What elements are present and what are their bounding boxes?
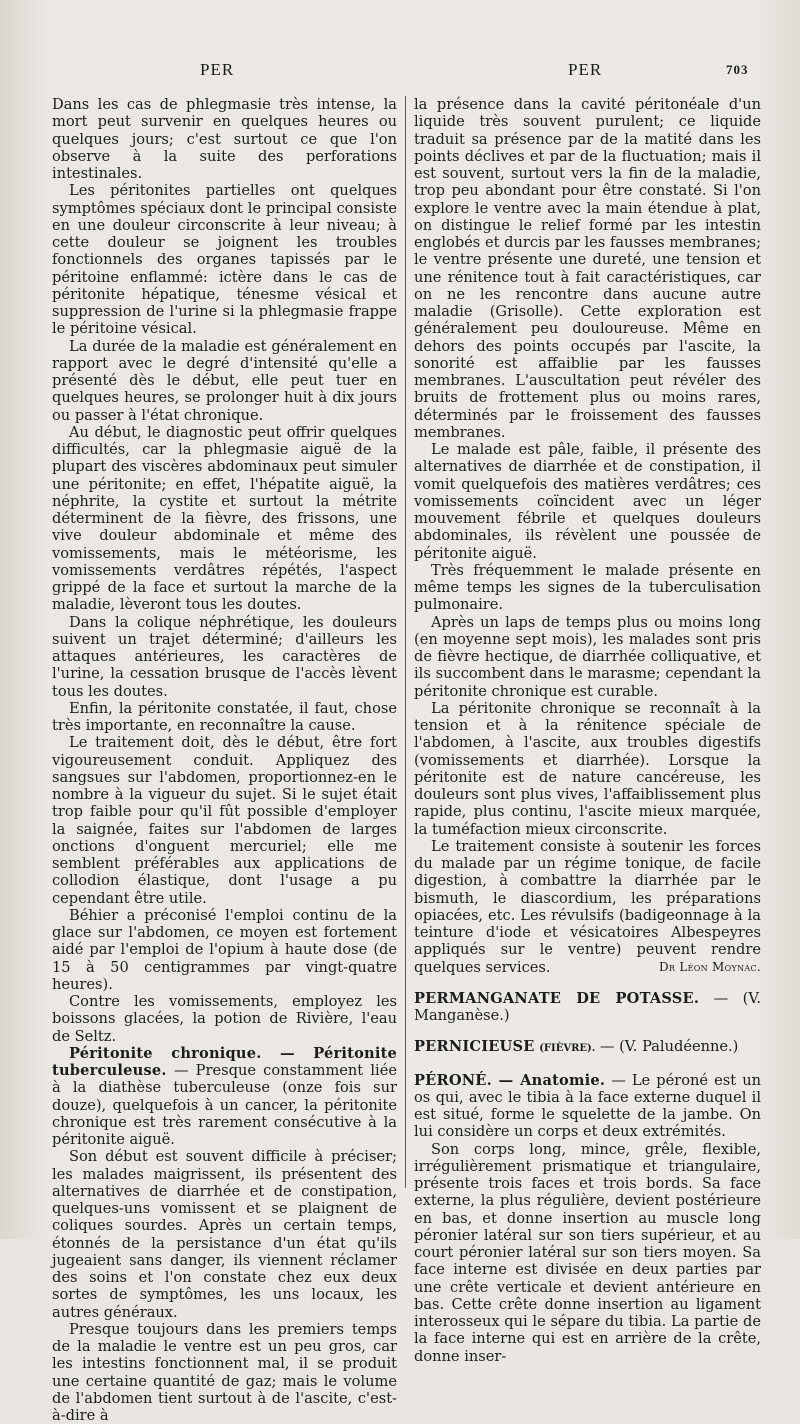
author-signature: Dr Léon Moynac. (659, 959, 761, 974)
paragraph: Contre les vomissements, employez les boissons glacées, la potion de Rivière, l'eau de Seltz. (52, 993, 397, 1045)
paragraph: Dans les cas de phlegmasie très intense, la mort peut survenir en quelques heures ou quelques jours; c'est surtout ce que l'on observe à la suite des perforations intestinales. (52, 96, 397, 182)
paragraph-text: — Le péroné est un os qui, avec le tibia à la face externe duquel il est situé, forme le squelette de la jambe. On lui considère un corps et deux extrémités. (414, 1071, 761, 1141)
paragraph: Presque toujours dans les premiers temps de la maladie le ventre est un peu gros, car les intestins fonctionnent mal, il se produit une certaine quantité de gaz; mais le volume de l'abdomen tient surtout à de l'ascite, c'est-à-dire à (52, 1320, 397, 1424)
running-head-right: PER (568, 60, 603, 79)
paragraph: La durée de la maladie est généralement en rapport avec le degré d'intensité qu'elle a présenté dès le début, elle peut tuer en quelques heures, se prolonger huit à dix jours ou passer à l'état chronique. (52, 337, 397, 424)
page-number: 703 (726, 62, 749, 77)
paragraph: La péritonite chronique se reconnaît à la tension et à la rénitence spéciale de l'abdomen, à l'ascite, aux troubles digestifs (vomissements et diarrhée). Lorsque la péritonite est de nature cancéreuse, les douleurs sont plus vives, l'affaiblissement plus rapide, plus continu, l'ascite mieux marquée, la tuméfaction mieux circonscrite. (414, 699, 761, 838)
paragraph: Le traitement doit, dès le début, être fort vigoureusement conduit. Appliquez des sangsues sur l'abdomen, proportionnez-en le nombre à la vigueur du sujet. Si le sujet était trop faible pour qu'il fût possible d'employer la saignée, faites sur l'abdomen de larges onctions d'onguent mercuriel; elle me semblent préférables aux applications de collodion élastique, dont l'usage a pu cependant être utile. (52, 734, 397, 907)
entry-qualifier: (FIÈVRE). (539, 1043, 596, 1055)
paragraph: Les péritonites partielles ont quelques symptômes spéciaux dont le principal consiste en une douleur circonscrite à leur niveau; à cette douleur se joignent les troubles fonctionnels des organes tapissés par le péritoine enflammé: ictère dans le cas de péritonite hépatique, ténesme vésical et suppression de l'urine si la phlegmasie frappe le péritoine vésical. (52, 182, 397, 338)
running-head-left: PER (200, 60, 235, 79)
paragraph: Son début est souvent difficile à préciser; les malades maigrissent, ils présentent des alternatives de diarrhée et de constipation, quelques-uns vomissent et se plaignent de coliques sourdes. Après un certain temps, étonnés de la persistance d'un état qu'ils jugeaient sans danger, ils viennent réclamer des soins et l'on constate chez eux deux sortes de symptômes, les uns locaux, les autres généraux. (52, 1148, 397, 1321)
paragraph (414, 838, 761, 976)
paragraph: Dans la colique néphrétique, les douleurs suivent un trajet déterminé; d'ailleurs les attaques antérieures, les caractères de l'urine, la cessation brusque de l'accès lèvent tous les doutes. (52, 613, 397, 700)
entry-crossref: — (V. Manganèse.) (414, 989, 761, 1024)
paragraph: la présence dans la cavité péritonéale d'un liquide très souvent purulent; ce liquide traduit sa présence par de la matité dans les points déclives et par de la fluctuation; mais il est souvent, surtout vers la fin de la maladie, trop peu abondant pour être constaté. Si l'on explore le ventre avec la main étendue à plat, on distingue le relief formé par les intestin englobés et durcis par les fausses membranes; le ventre présente une dureté, une tension et une rénitence tout à fait caractéristiques, car on ne les rencontre dans aucune autre maladie (Grisolle). Cette exploration est généralement peu douloureuse. Même en dehors des points occupés par l'ascite, la sonorité est affaiblie par les fausses membranes. L'auscultation peut révéler des bruits de frottement plus ou moins rares, déterminés par le froissement des fausses membranes. (414, 96, 761, 441)
paragraph: Après un laps de temps plus ou moins long (en moyenne sept mois), les malades sont pris de fièvre hectique, de diarrhée colliquative, et ils succombent dans le marasme; cependant la péritonite chronique est curable. (414, 613, 761, 700)
paragraph: Très fréquemment le malade présente en même temps les signes de la tuberculisation pulmonaire. (414, 561, 761, 614)
paragraph-text: Le traitement consiste à soutenir les forces du malade par un régime tonique, de facile digestion, à combattre la diarrhée par le bismuth, le diascordium, les préparations opiacées, etc. Les révulsifs (badigeonnage à la teinture d'iode et vésicatoires Albespeyres appliqués sur le ventre) peuvent rendre quelques services. (414, 837, 761, 976)
dictionary-entry (414, 990, 761, 1025)
paragraph: Le malade est pâle, faible, il présente des alternatives de diarrhée et de constipation, il vomit quelquefois des matières verdâtres; ces vomissements coïncident avec un léger mouvement fébrile et quelques douleurs abdominales, ils révèlent une poussée de péritonite aiguë. (414, 441, 761, 562)
entry-crossref: — (V. Paludéenne.) (599, 1038, 739, 1056)
running-head (0, 60, 800, 82)
paragraph: Enfin, la péritonite constatée, il faut, chose très importante, en reconnaître la cause. (52, 699, 397, 734)
paragraph: Béhier a préconisé l'emploi continu de la glace sur l'abdomen, ce moyen est fortement aidé par l'emploi de l'opium à haute dose (de 15 à 50 centigrammes par vingt-quatre heures). (52, 906, 397, 993)
entry-headword: PERMANGANATE DE POTASSE. (414, 989, 700, 1007)
paragraph: Au début, le diagnostic peut offrir quelques difficultés, car la phlegmasie aiguë de la plupart des viscères abdominaux peut simuler une péritonite; en effet, l'hépatite aiguë, la néphrite, la cystite et surtout la métrite déterminent de la fièvre, des frissons, une vive douleur abdominale et même des vomissements, mais le météorisme, les vomissements verdâtres répétés, l'aspect grippé de la face et surtout la marche de la maladie, lèveront tous les doutes. (52, 423, 397, 614)
paragraph-subsection (52, 1045, 397, 1149)
dictionary-entry (414, 1072, 761, 1141)
right-column (414, 96, 761, 1365)
paragraph: Son corps long, mince, grêle, flexible, irrégulièrement prismatique et triangulaire, présente trois faces et trois bords. Sa face externe, la plus régulière, devient postérieure en bas, et donne insertion au muscle long péronier latéral sur son tiers supérieur, et au court péronier latéral sur son tiers moyen. Sa face interne est divisée en deux parties par une crête verticale et devient antérieure en bas. Cette crête donne insertion au ligament interosseux qui le sépare du tibia. La partie de la face interne qui est en arrière de la crête, donne inser- (414, 1140, 761, 1365)
dictionary-entry (414, 1038, 761, 1057)
left-column (52, 96, 397, 1424)
column-divider (405, 96, 406, 1188)
entry-headword: PERNICIEUSE (414, 1038, 535, 1056)
paragraph-text: — Presque constamment liée à la diathèse tuberculeuse (onze fois sur douze), quelquefois à un cancer, la péritonite chronique est très rarement consécutive à la péritonite aiguë. (52, 1062, 397, 1148)
entry-headword: PÉRONÉ. — Anatomie. (414, 1071, 606, 1089)
subsection-heading: Péritonite chronique. — Péritonite tuberculeuse. (52, 1044, 397, 1079)
